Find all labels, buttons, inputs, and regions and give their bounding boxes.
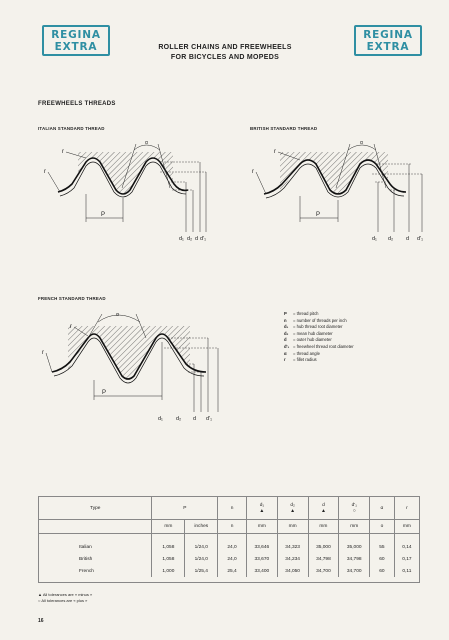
r-label-top: r [274,149,276,155]
footnote-plus-text: All tolerances are « plus » [41,597,88,603]
header-d1p-label: d'₁ [351,502,357,508]
legend-item [284,318,354,325]
plus-tolerance-icon: ○ [352,507,356,514]
minus-tolerance-icon: ▲ [38,592,42,597]
logo-line2: EXTRA [366,40,410,53]
d1p-label: d'₁ [200,236,206,242]
header-d1 [246,497,277,520]
unit-cell: mm [246,520,277,534]
table-row [39,534,419,554]
cell-n: 24,0 [218,553,247,565]
cell-alpha: 55 [370,534,395,554]
legend-text: = fillet radius [293,357,317,363]
angle-arc [98,315,140,322]
cell-p-mm: 1,000 [152,565,185,577]
legend-item [284,337,354,344]
header-d [308,497,339,520]
r-leader-side [48,172,60,192]
tolerance-footnotes [38,592,92,603]
header-pitch: P [152,497,218,520]
legend-item [284,311,354,318]
d-label: d [195,236,199,242]
legend-text: = outer hub diameter [293,337,332,343]
cell-p-in: 1/24,0 [185,553,218,565]
legend-item [284,331,354,338]
regina-extra-logo-left [42,25,110,56]
regina-extra-logo-right [354,25,422,56]
unit-cell: mm [394,520,419,534]
page-title-line1: ROLLER CHAINS AND FREEWHEELS [158,44,292,51]
header-n: n [218,497,247,520]
cell-d1: 33,670 [246,553,277,565]
minus-tolerance-icon: ▲ [259,507,265,514]
d-label: d [406,236,410,242]
d1p-label: d'₁ [206,416,212,422]
minus-tolerance-icon: ▲ [320,507,326,514]
legend-symbol: d₁ [284,324,289,330]
cell-p-in: 1/25,4 [185,565,218,577]
d2-label: d₂ [388,236,394,242]
r-label-top: r [70,324,72,330]
symbol-legend [284,311,354,364]
legend-item [284,357,354,364]
cell-d2: 34,234 [277,553,308,565]
d1-label: d₁ [158,416,163,422]
footnote-plus [38,598,92,604]
legend-text: = thread pitch [293,311,319,316]
cell-d2: 34,323 [277,534,308,554]
page-title [120,43,330,63]
cell-d2: 34,050 [277,565,308,577]
unit-cell: n [218,520,247,534]
table-row [39,565,419,577]
logo-line1: REGINA [51,28,101,41]
legend-symbol: P [284,311,287,316]
header-type: Type [39,497,152,520]
d1-label: d₁ [179,236,184,242]
pitch-label: P [102,390,107,396]
d2-label: d₂ [187,236,193,242]
header-d2 [277,497,308,520]
cell-alpha: 60 [370,565,395,577]
cell-r: 0,14 [394,534,419,554]
d-label: d [193,416,197,422]
thread-dimensions-table [38,496,420,583]
legend-symbol: d'₁ [284,343,290,349]
r-leader-side [256,172,266,194]
header-alpha: α [370,497,395,520]
legend-item [284,344,354,351]
alpha-label: α [145,140,148,146]
logo-line2: EXTRA [54,40,98,53]
legend-item [284,351,354,358]
thread-table [39,497,419,577]
page-number: 16 [38,618,44,624]
header-d1-label: d₁ [259,502,264,508]
footnote-minus-text: All tolerances are « minus » [42,592,93,597]
cell-n: 25,4 [218,565,247,577]
cell-d: 34,798 [308,553,339,565]
legend-symbol: n [284,317,287,323]
pitch-label: P [101,212,106,218]
cell-d1p: 34,798 [339,553,370,565]
row-type: French [79,568,94,574]
r-leader-side [46,353,52,372]
header-d2-label: d₂ [290,502,295,508]
row-type: Italian [79,544,92,550]
logo-line1: REGINA [363,28,413,41]
unit-cell: mm [277,520,308,534]
header-d1p [339,497,370,520]
british-thread-diagram [246,132,426,250]
legend-item [284,324,354,331]
legend-text: = freewheel thread root diameter [293,343,354,349]
minus-tolerance-icon: ▲ [290,507,296,514]
table-row [39,553,419,565]
cell-p-in: 1/24,0 [185,534,218,554]
hatched-freewheel [68,326,190,379]
section-title: FREEWHEELS THREADS [38,101,116,107]
d1-label: d₁ [372,236,377,242]
header-d-label: d [322,502,325,508]
legend-text: = hub thread root diameter [293,324,343,330]
legend-symbol: d₂ [284,330,289,336]
cell-n: 24,0 [218,534,247,554]
cell-alpha: 60 [370,553,395,565]
cell-p-mm: 1,058 [152,534,185,554]
cell-d: 35,000 [308,534,339,554]
row-type: British [79,556,93,562]
plus-tolerance-icon: ○ [38,597,41,603]
legend-symbol: α [284,350,287,356]
cell-r: 0,11 [394,565,419,577]
british-thread-title: BRITISH STANDARD THREAD [250,126,318,131]
legend-symbol: r [284,357,286,363]
legend-text: = mean hub diameter [293,330,333,336]
unit-cell: mm [308,520,339,534]
italian-thread-diagram [38,132,208,250]
unit-cell: o [370,520,395,534]
french-thread-title: FRENCH STANDARD THREAD [38,296,106,301]
unit-cell: mm [339,520,370,534]
unit-cell: mm [152,520,185,534]
french-thread-diagram [38,302,228,428]
legend-text: = thread angle [293,350,320,356]
d2-label: d₂ [176,416,182,422]
legend-symbol: d [284,337,287,343]
cell-p-mm: 1,058 [152,553,185,565]
cell-d1p: 34,700 [339,565,370,577]
r-label-side: r [42,350,44,356]
r-label-top: r [62,149,64,155]
alpha-label: α [360,140,363,146]
unit-cell: inches [185,520,218,534]
cell-r: 0,17 [394,553,419,565]
italian-thread-title: ITALIAN STANDARD THREAD [38,126,105,131]
pitch-label: P [316,212,321,218]
alpha-label: α [116,312,119,318]
cell-d1: 33,646 [246,534,277,554]
r-label-side: r [252,169,254,175]
units-type [39,520,152,534]
header-r: r [394,497,419,520]
d1p-label: d'₁ [417,236,423,242]
cell-d1: 33,400 [246,565,277,577]
table-units-row [39,520,419,534]
legend-text: = number of threads per inch [293,317,347,323]
r-label-side: r [44,169,46,175]
cell-d: 34,700 [308,565,339,577]
page-title-line2: FOR BICYCLES AND MOPEDS [170,54,280,61]
cell-d1p: 35,000 [339,534,370,554]
table-header-row [39,497,419,520]
